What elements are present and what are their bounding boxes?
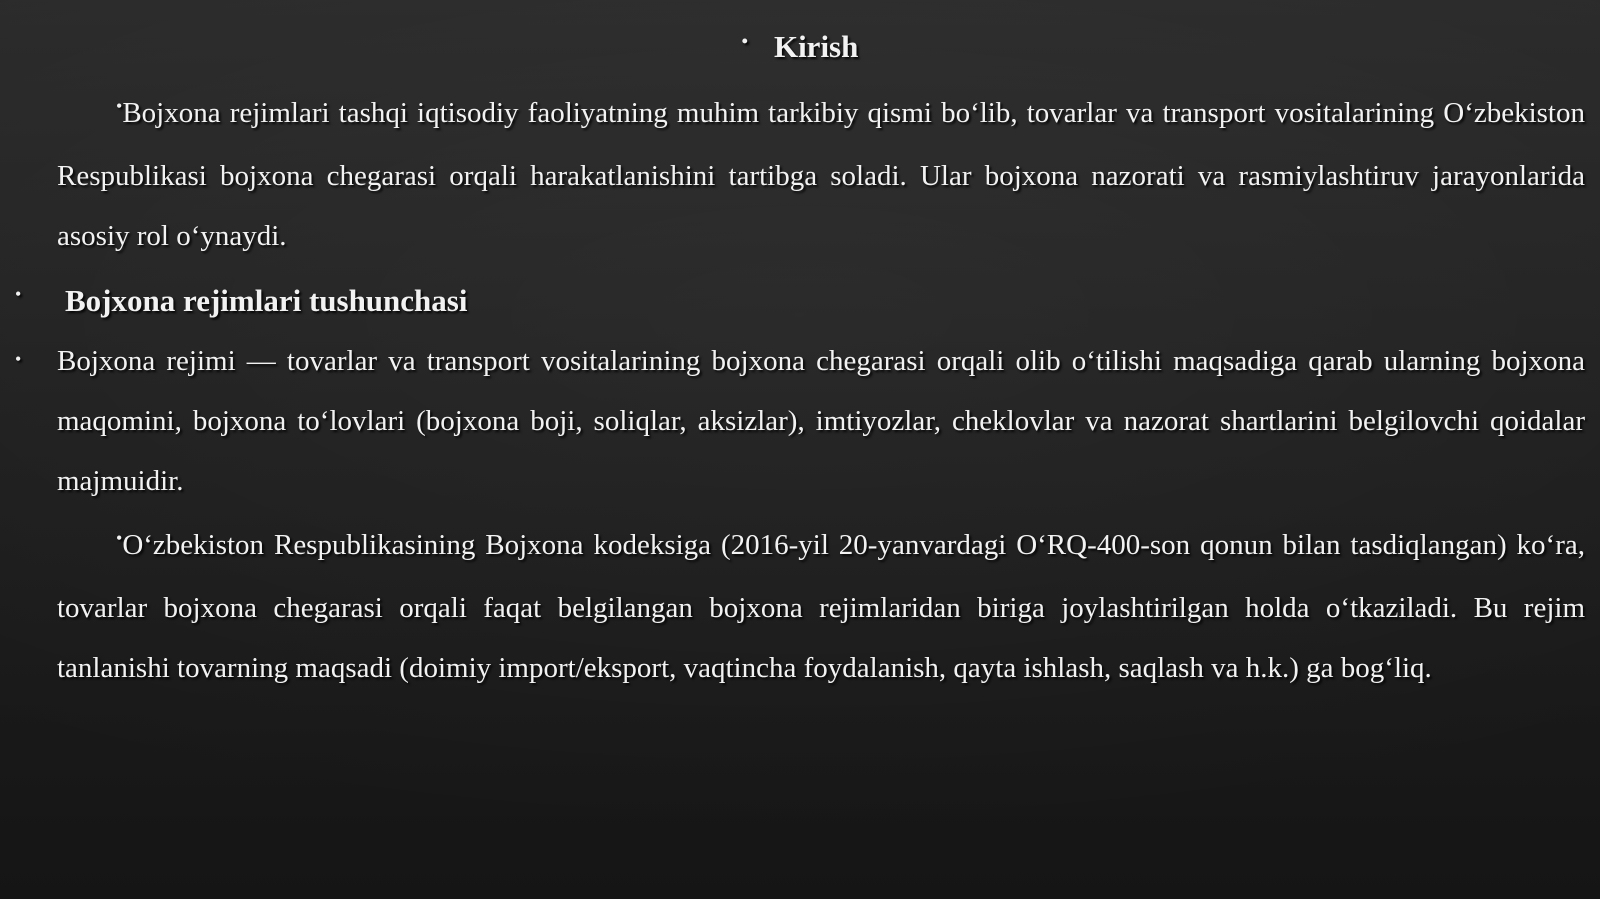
intro-heading-text: Kirish	[773, 29, 859, 64]
concept-heading: Bojxona rejimlari tushunchasi	[65, 283, 468, 318]
bullet-icon: •	[15, 349, 22, 369]
intro-paragraph-text: Bojxona rejimlari tashqi iqtisodiy faoliyatning muhim tarkibiy qismi bo‘lib, tovarlar va transport vositalarining O‘zbekiston Respublikasi bojxona chegarasi orqali harakatlanishini tartibga soladi. Ular bojxona nazorati va rasmiylashtiruv jarayonlarida asosiy rol o‘ynaydi.	[57, 97, 1585, 252]
bullet-icon: •	[116, 96, 123, 116]
code-paragraph	[57, 515, 1585, 698]
code-paragraph-text: O‘zbekiston Respublikasining Bojxona kodeksiga (2016-yil 20-yanvardagi O‘RQ-400-son qonun bilan tasdiqlangan) ko‘ra, tovarlar bojxona chegarasi orqali faqat belgilangan bojxona rejimlaridan biriga joylashtirilgan holda o‘tkaziladi. Bu rejim tanlanishi tovarning maqsadi (doimiy import/eksport, vaqtincha foydalanish, qayta ishlash, saqlash va h.k.) ga bog‘liq.	[57, 529, 1585, 684]
bullet-icon: •	[741, 31, 748, 51]
intro-paragraph	[57, 83, 1585, 266]
intro-heading	[0, 27, 1600, 71]
bullet-icon: •	[116, 528, 123, 548]
definition-paragraph: Bojxona rejimi — tovarlar va transport vositalarining bojxona chegarasi orqali olib o‘tilishi maqsadiga qarab ularning bojxona maqomini, bojxona to‘lovlari (bojxona boji, soliqlar, aksizlar), imtiyozlar, cheklovlar va nazorat shartlarini belgilovchi qoidalar majmuidir.	[57, 345, 1585, 497]
bullet-icon: •	[15, 284, 22, 304]
